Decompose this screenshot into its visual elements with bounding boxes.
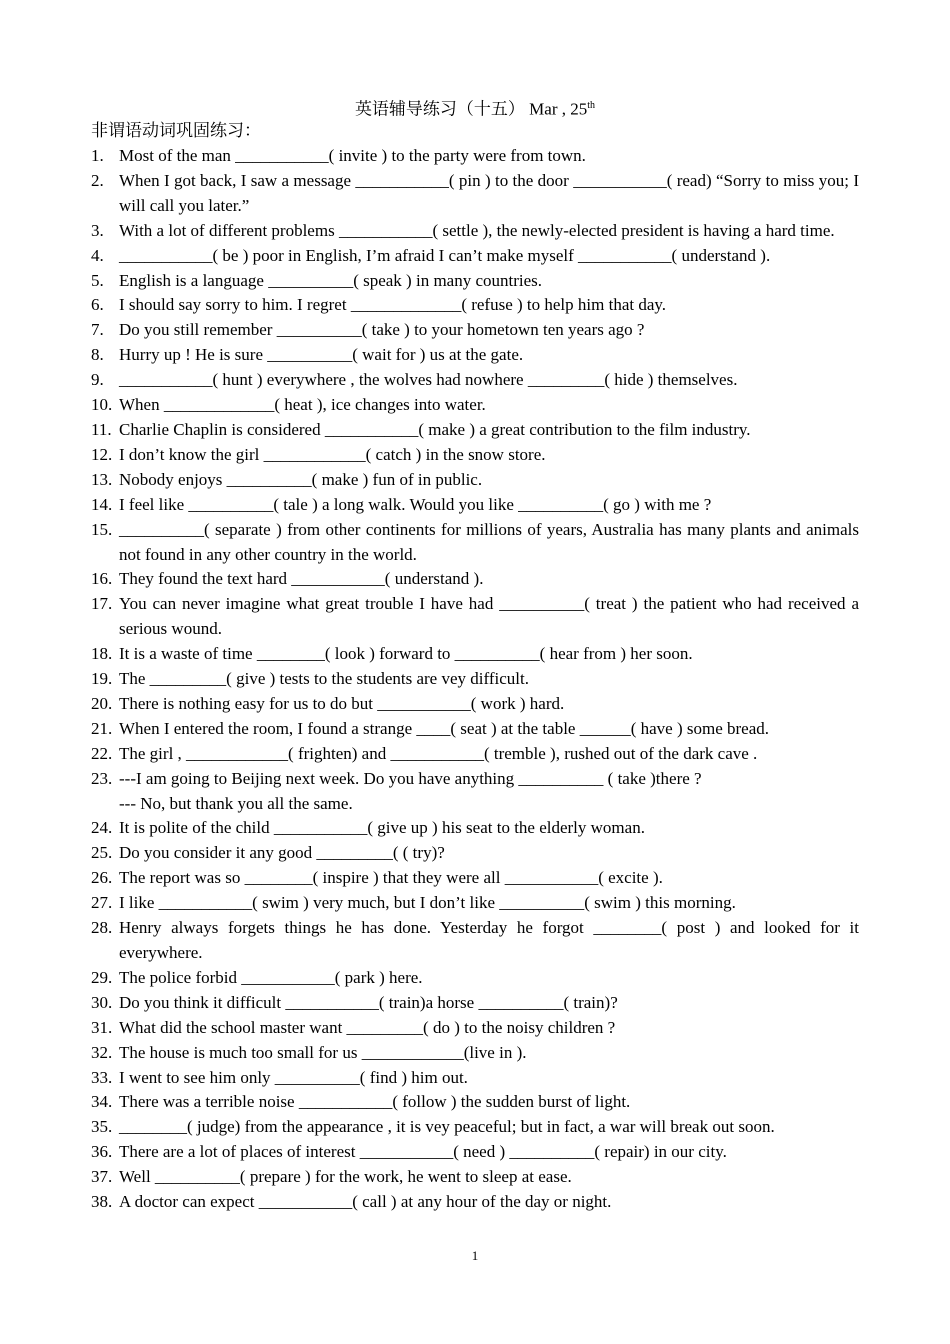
question-item [91,692,859,717]
title-superscript: th [587,100,596,111]
question-text-line: Charlie Chaplin is considered ___________( make ) a great contribution to the film industry. [119,419,751,439]
question-text-line: ________( judge) from the appearance , it is vey peaceful; but in fact, a war will break out soon. [119,1117,775,1137]
question-text-line: The house is much too small for us ____________(live in ). [119,1042,527,1062]
question-item [91,468,859,493]
question-text [119,1140,859,1165]
question-text-line: I went to see him only __________( find ) him out. [119,1067,468,1087]
question-text-line: ---I am going to Beijing next week. Do you have anything __________ ( take )there ? [119,768,702,788]
question-item [91,443,859,468]
question-text-line: They found the text hard ___________( understand ). [119,569,484,589]
page-title [0,95,950,121]
question-text-line: There are a lot of places of interest ___________( need ) __________( repair) in our city. [119,1142,727,1162]
question-text-line: Do you consider it any good _________( ( try)? [119,843,445,863]
question-text [119,717,859,742]
question-item [91,891,859,916]
question-text [119,1016,859,1041]
question-item [91,1115,859,1140]
question-text-line: Hurry up ! He is sure __________( wait for ) us at the gate. [119,345,524,365]
question-item [91,144,859,169]
question-item [91,293,859,318]
question-number: 12. [91,444,113,464]
question-item [91,966,859,991]
question-item [91,567,859,592]
question-text [119,493,859,518]
question-text [119,1090,859,1115]
question-item [91,1140,859,1165]
question-item [91,841,859,866]
question-text-line: When _____________( heat ), ice changes into water. [119,395,486,415]
question-text [119,293,859,318]
question-text-line: Do you still remember __________( take ) to your hometown ten years ago ? [119,320,645,340]
question-number: 34. [91,1092,113,1112]
question-number: 20. [91,693,113,713]
question-number: 2. [91,170,104,190]
question-text-line: ___________( be ) poor in English, I’m afraid I can’t make myself ___________( understand ). [119,245,771,265]
question-number: 19. [91,669,113,689]
question-text-line: There is nothing easy for us to do but ___________( work ) hard. [119,693,565,713]
question-number: 29. [91,967,113,987]
question-number: 3. [91,220,104,240]
question-text-line: I feel like __________( tale ) a long walk. Would you like __________( go ) with me ? [119,494,712,514]
question-text-line: I like ___________( swim ) very much, but I don’t like __________( swim ) this morning. [119,893,736,913]
question-text-line: It is a waste of time ________( look ) forward to __________( hear from ) her soon. [119,644,693,664]
question-text [119,368,859,393]
question-item [91,717,859,742]
question-item [91,418,859,443]
question-text [119,991,859,1016]
question-item [91,991,859,1016]
section-heading: 非谓语动词巩固练习： [91,121,261,140]
question-item [91,1016,859,1041]
question-text [119,244,859,269]
question-number: 33. [91,1067,113,1087]
question-text-line: The report was so ________( inspire ) that they were all ___________( excite ). [119,868,663,888]
question-text-line: There was a terrible noise ___________( follow ) the sudden burst of light. [119,1092,631,1112]
question-text [119,343,859,368]
question-number: 25. [91,843,113,863]
question-item [91,219,859,244]
question-number: 38. [91,1192,113,1212]
question-item [91,393,859,418]
question-number: 35. [91,1117,113,1137]
question-number: 8. [91,345,104,365]
question-text-line: When I entered the room, I found a strange ____( seat ) at the table ______( have ) some bread. [119,718,770,738]
question-text-line: A doctor can expect ___________( call ) at any hour of the day or night. [119,1192,612,1212]
question-text [119,1066,859,1091]
question-text-line: I don’t know the girl ____________( catch ) in the snow store. [119,444,546,464]
question-number: 36. [91,1142,113,1162]
question-item [91,916,859,966]
question-number: 27. [91,893,113,913]
question-text-line: The _________( give ) tests to the students are vey difficult. [119,669,529,689]
question-number: 10. [91,395,113,415]
question-text-line: The girl , ____________( frighten) and ___________( tremble ), rushed out of the dark cave . [119,743,758,763]
question-text [119,269,859,294]
question-number: 11. [91,419,112,439]
question-number: 7. [91,320,104,340]
question-text [119,468,859,493]
question-text [119,866,859,891]
question-text [119,642,859,667]
question-list [91,144,859,1215]
question-text-line2: --- No, but thank you all the same. [119,793,353,813]
question-text-line: __________( separate ) from other continents for millions of years, Australia has many plants and animals not found in any other country in the world. [119,519,859,564]
question-number: 21. [91,718,113,738]
question-text [119,443,859,468]
question-item [91,816,859,841]
question-text [119,592,859,642]
question-text [119,1165,859,1190]
question-text-line: ___________( hunt ) everywhere , the wolves had nowhere _________( hide ) themselves. [119,370,738,390]
question-text [119,393,859,418]
question-text [119,841,859,866]
question-text [119,891,859,916]
question-item [91,169,859,219]
title-text: 英语辅导练习（十五） Mar , 25 [354,99,588,119]
question-item [91,1041,859,1066]
question-text-line: I should say sorry to him. I regret _____________( refuse ) to help him that day. [119,295,667,315]
question-number: 17. [91,594,113,614]
question-text [119,169,859,219]
question-text [119,1115,859,1140]
question-number: 13. [91,469,113,489]
question-text-line: Most of the man ___________( invite ) to the party were from town. [119,146,586,165]
question-text-line: Well __________( prepare ) for the work, he went to sleep at ease. [119,1167,572,1187]
question-text [119,318,859,343]
question-text-line: It is polite of the child ___________( give up ) his seat to the elderly woman. [119,818,645,838]
question-item [91,767,859,817]
question-text-line: Nobody enjoys __________( make ) fun of in public. [119,469,483,489]
question-number: 9. [91,370,104,390]
question-text [119,667,859,692]
question-number: 22. [91,743,113,763]
question-item [91,368,859,393]
question-item [91,667,859,692]
question-text [119,144,859,169]
question-text-line: Do you think it difficult ___________( train)a horse __________( train)? [119,992,618,1012]
question-item [91,1190,859,1215]
question-text [119,916,859,966]
question-text [119,966,859,991]
question-item [91,742,859,767]
question-number: 32. [91,1042,113,1062]
question-item [91,866,859,891]
question-text [119,767,859,817]
question-text [119,1190,859,1215]
question-number: 6. [91,295,104,315]
question-number: 23. [91,768,113,788]
question-item [91,1066,859,1091]
question-item [91,318,859,343]
question-number: 31. [91,1017,113,1037]
question-number: 14. [91,494,113,514]
question-item [91,642,859,667]
question-text [119,567,859,592]
question-text-line: You can never imagine what great trouble I have had __________( treat ) the patient who had received a serious wound. [119,594,859,639]
question-text [119,742,859,767]
question-item [91,269,859,294]
question-text [119,1041,859,1066]
question-number: 28. [91,918,113,938]
page-number: 1 [471,1248,479,1263]
question-item [91,518,859,568]
question-text [119,816,859,841]
question-number: 24. [91,818,113,838]
question-number: 18. [91,644,113,664]
question-text [119,518,859,568]
question-text-line: With a lot of different problems ___________( settle ), the newly-elected president is having a hard time. [119,220,835,240]
question-item [91,592,859,642]
question-text-line: The police forbid ___________( park ) here. [119,967,423,987]
question-item [91,343,859,368]
question-number: 1. [91,146,104,165]
question-number: 26. [91,868,113,888]
question-item [91,493,859,518]
question-number: 5. [91,270,104,290]
question-text [119,692,859,717]
question-number: 30. [91,992,113,1012]
question-text [119,418,859,443]
question-item [91,1165,859,1190]
question-text-line: What did the school master want _________( do ) to the noisy children ? [119,1017,616,1037]
question-item [91,244,859,269]
question-number: 15. [91,519,113,539]
question-text [119,219,859,244]
question-text-line: English is a language __________( speak ) in many countries. [119,270,543,290]
question-item [91,1090,859,1115]
question-number: 16. [91,569,113,589]
question-text-line: Henry always forgets things he has done. Yesterday he forgot ________( post ) and looked for it everywhere. [119,918,859,962]
question-number: 37. [91,1167,113,1187]
question-number: 4. [91,245,104,265]
question-text-line: When I got back, I saw a message ___________( pin ) to the door ___________( read) “Sorry to miss you; I will call you later.” [119,170,859,215]
